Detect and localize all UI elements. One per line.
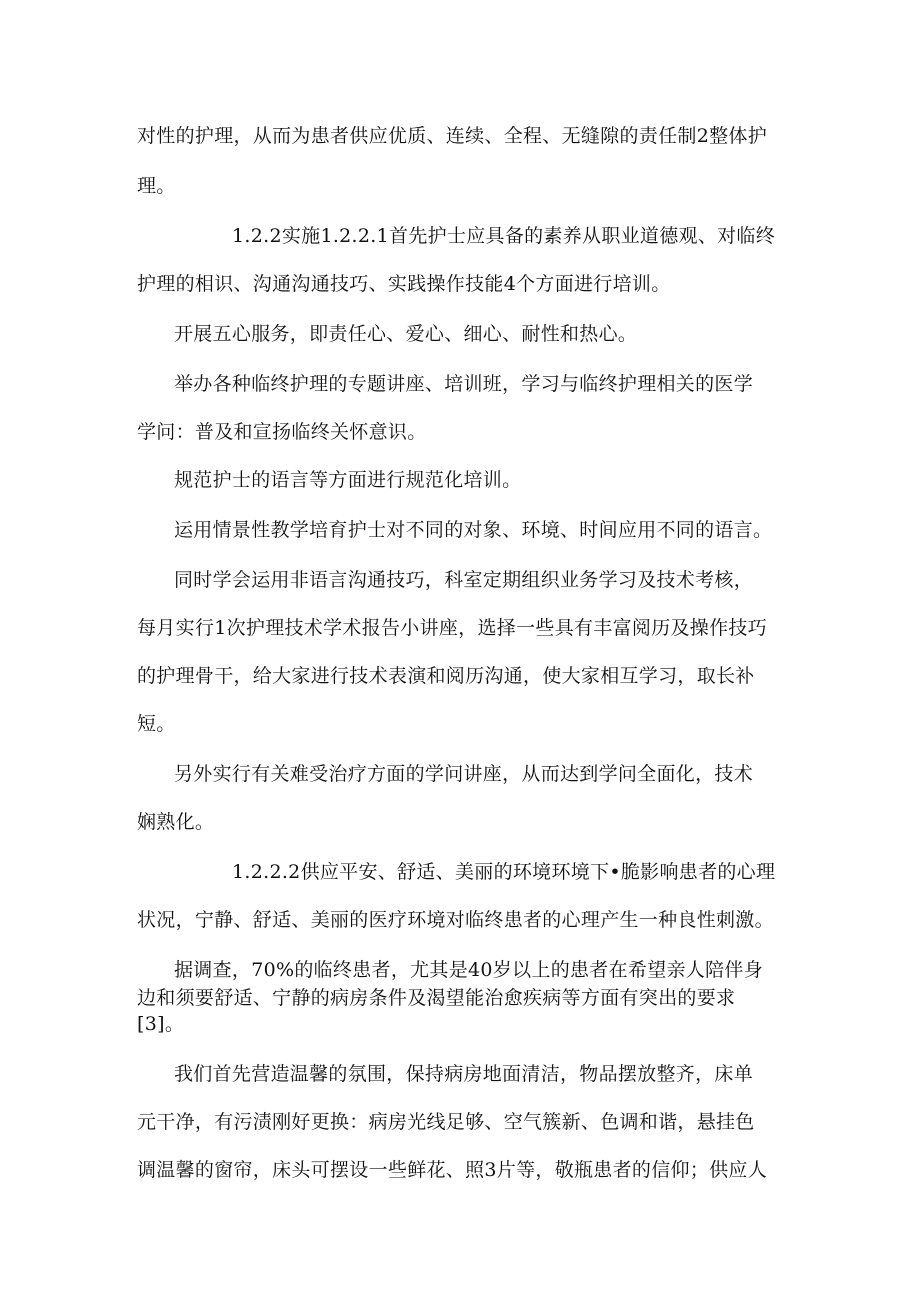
text-line: 开展五心服务，即责任心、爱心、细心、耐性和热心。 [174,323,638,345]
text-line: 规范护士的语言等方面进行规范化培训。 [174,469,522,491]
text-line: 短。 [137,713,176,735]
text-line: 调温馨的窗帘，床头可摆设一些鲜花、照3片等，敬瓶患者的信仰；供应人 [137,1159,767,1181]
text-line: 对性的护理，从而为患者供应优质、连续、全程、无缝隙的责任制2整体护 [137,125,767,147]
text-line: 举办各种临终护理的专题讲座、培训班，学习与临终护理相关的医学 [174,373,754,395]
text-line: 1.2.2.2供应平安、舒适、美丽的环境环境下•脆影响患者的心理 [232,861,776,883]
text-line: 学问：普及和宣扬临终关怀意识。 [137,421,427,443]
text-line: 同时学会运用非语言沟通技巧，科室定期组织业务学习及技术考核， [174,569,754,591]
text-line: 的护理骨干，给大家进行技术表演和阅历沟通，使大家相互学习，取长补 [137,665,755,687]
text-line: 据调查，70%的临终患者，尤其是40岁以上的患者在希望亲人陪伴身 [174,959,764,981]
text-line: 娴熟化。 [137,811,215,833]
text-line: 理。 [137,175,176,197]
text-line: 我们首先营造温馨的氛围，保持病房地面清洁，物品摆放整齐，床单 [174,1063,754,1085]
text-line: 另外实行有关难受治疗方面的学问讲座，从而达到学问全面化，技术 [174,763,754,785]
text-line: 元干净，有污渍刚好更换：病房光线足够、空气簇新、色调和谐，悬挂色 [137,1111,755,1133]
text-line: [3]。 [137,1013,185,1035]
text-line: 运用情景性教学培育护士对不同的对象、环境、时间应用不同的语言。 [174,519,773,541]
text-line: 每月实行1次护理技术学术报告小讲座，选择一些具有丰富阅历及操作技巧 [137,617,767,639]
text-line: 状况，宁静、舒适、美丽的医疗环境对临终患者的心理产生一种良性刺激。 [137,909,774,931]
text-line: 1.2.2实施1.2.2.1首先护士应具备的素养从职业道德观、对临终 [232,225,776,247]
text-line: 边和须要舒适、宁静的病房条件及渴望能治愈疾病等方面有突出的要求 [137,987,736,1009]
text-line: 护理的相识、沟通沟通技巧、实践操作技能4个方面进行培训。 [137,273,671,295]
